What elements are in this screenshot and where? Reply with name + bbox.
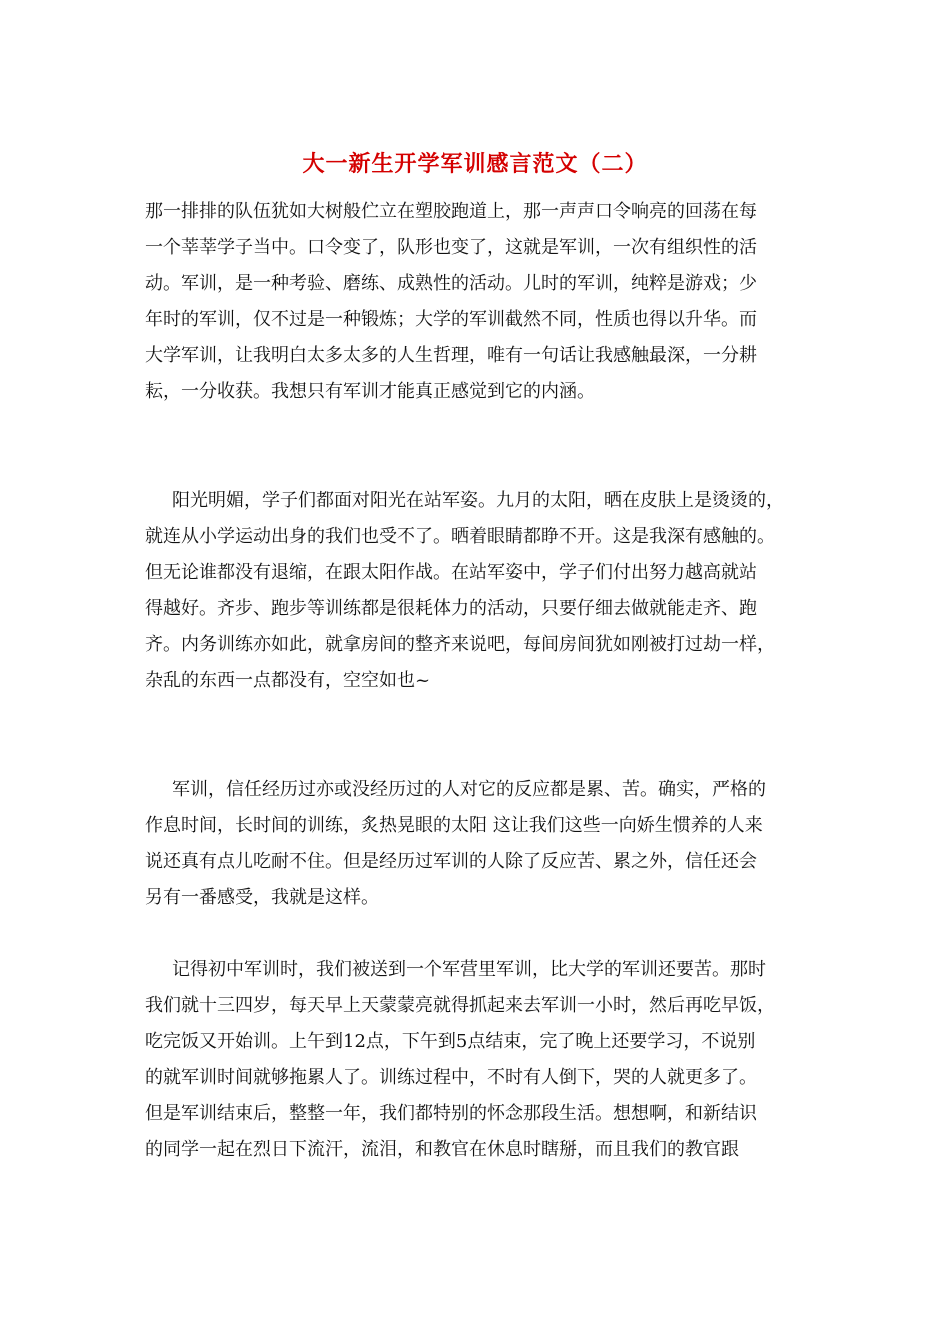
paragraph-line: 杂乱的东西一点都没有，空空如也~ [145, 670, 431, 691]
paragraph-line: 就连从小学运动出身的我们也受不了。晒着眼睛都睁不开。这是我深有感触的。 [145, 526, 775, 547]
paragraph-1 [145, 194, 810, 410]
paragraph-line: 的同学一起在烈日下流汗，流泪，和教官在休息时瞎掰，而且我们的教官跟 [145, 1139, 739, 1160]
paragraph-line: 一个莘莘学子当中。口令变了，队形也变了，这就是军训，一次有组织性的活 [145, 237, 757, 258]
paragraph-line: 得越好。齐步、跑步等训练都是很耗体力的活动，只要仔细去做就能走齐、跑 [145, 598, 757, 619]
paragraph-line: 大学军训，让我明白太多太多的人生哲理，唯有一句话让我感触最深，一分耕 [145, 345, 757, 366]
paragraph-line: 动。军训，是一种考验、磨练、成熟性的活动。儿时的军训，纯粹是游戏；少 [145, 273, 757, 294]
paragraph-line: 说还真有点儿吃耐不住。但是经历过军训的人除了反应苦、累之外，信任还会 [145, 851, 757, 872]
paragraph-2 [145, 483, 810, 699]
paragraph-line: 那一排排的队伍犹如大树般伫立在塑胶跑道上，那一声声口令响亮的回荡在每 [145, 201, 757, 222]
paragraph-4 [145, 952, 810, 1168]
paragraph-line: 另有一番感受，我就是这样。 [145, 887, 379, 908]
paragraph-line: 的就军训时间就够拖累人了。训练过程中，不时有人倒下，哭的人就更多了。 [145, 1067, 757, 1088]
paragraph-line: 军训，信任经历过亦或没经历过的人对它的反应都是累、苦。确实，严格的 [172, 779, 766, 800]
paragraph-line: 但是军训结束后，整整一年，我们都特别的怀念那段生活。想想啊，和新结识 [145, 1103, 757, 1124]
paragraph-line: 我们就十三四岁，每天早上天蒙蒙亮就得抓起来去军训一小时，然后再吃早饭， [145, 995, 775, 1016]
document-title: 大一新生开学军训感言范文（二） [302, 151, 648, 177]
paragraph-line: 年时的军训，仅不过是一种锻炼；大学的军训截然不同，性质也得以升华。而 [145, 309, 757, 330]
paragraph-line: 记得初中军训时，我们被送到一个军营里军训，比大学的军训还要苦。那时 [172, 959, 766, 980]
paragraph-line: 齐。内务训练亦如此，就拿房间的整齐来说吧，每间房间犹如刚被打过劫一样， [145, 634, 775, 655]
paragraph-line: 阳光明媚，学子们都面对阳光在站军姿。九月的太阳，晒在皮肤上是烫烫的， [172, 490, 784, 511]
paragraph-line: 吃完饭又开始训。上午到12点，下午到5点结束，完了晚上还要学习，不说别 [145, 1031, 756, 1052]
paragraph-3 [145, 772, 810, 916]
paragraph-line: 耘，一分收获。我想只有军训才能真正感觉到它的内涵。 [145, 381, 595, 402]
paragraph-line: 但无论谁都没有退缩，在跟太阳作战。在站军姿中，学子们付出努力越高就站 [145, 562, 757, 583]
paragraph-line: 作息时间，长时间的训练，炙热晃眼的太阳 这让我们这些一向娇生惯养的人来 [145, 815, 763, 836]
